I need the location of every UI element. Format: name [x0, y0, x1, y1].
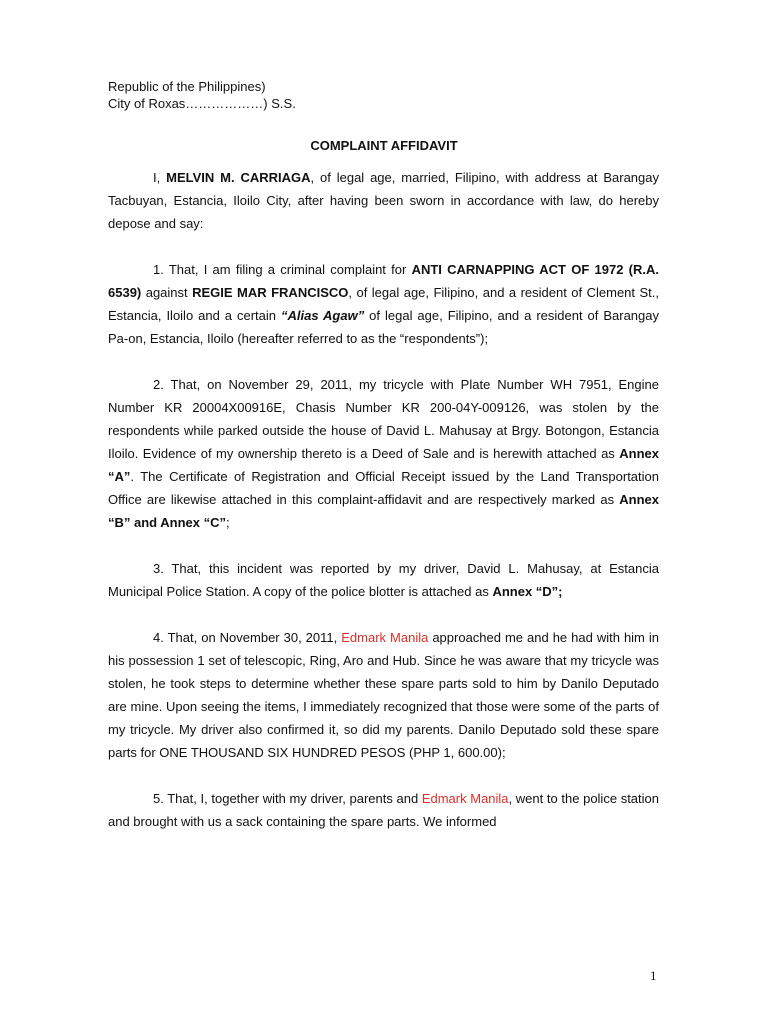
annex-d: Annex “D”;: [492, 584, 563, 599]
header-line-1: Republic of the Philippines): [108, 79, 266, 94]
paragraph-2: [108, 373, 659, 534]
paragraph-4: [108, 626, 659, 764]
text: of legal age, Filipino, and a resident of Barangay Pa-on, Estancia, Iloilo (hereafter referred to as the “respondents”);: [108, 308, 659, 346]
text: 2. That, on November 29, 2011, my tricycle with Plate Number WH 7951, Engine Number KR 20004X00916E, Chasis Number KR 200-04Y-009126, was stolen by the respondents while parked outside the house of David L. Mahusay at Brgy. Botongon, Estancia Iloilo. Evidence of my ownership thereto is a Deed of Sale and is herewith attached as: [108, 377, 659, 461]
text: approached me and he had with him in his possession 1 set of telescopic, Ring, Aro and Hub. Since he was aware that my tricycle was stolen, he took steps to determine whether these spare parts sold to him by Danilo Deputado are mine. Upon seeing the items, I immediately recognized that those were some of the parts of my tricycle. My driver also confirmed it, so did my parents. Danilo Deputado sold these spare parts for ONE THOUSAND SIX HUNDRED PESOS (PHP 1, 600.00);: [108, 630, 659, 760]
affiant-name: MELVIN M. CARRIAGA: [166, 170, 311, 185]
paragraph-5: [108, 787, 659, 833]
document-title: COMPLAINT AFFIDAVIT: [310, 138, 458, 153]
annex-b-c: Annex “B” and Annex “C”: [108, 492, 659, 530]
text: ;: [225, 515, 230, 530]
respondent-name: REGIE MAR FRANCISCO: [192, 285, 349, 300]
text: , of legal age, Filipino, and a resident of Clement St., Estancia, Iloilo and a certain: [108, 285, 659, 323]
text: I,: [153, 170, 167, 185]
header-line-2: City of Roxas………………) S.S.: [108, 96, 296, 111]
document-body: [108, 166, 659, 856]
text: 1. That, I am filing a criminal complaint for: [153, 262, 412, 277]
annex-a: Annex “A”: [108, 446, 659, 484]
highlighted-name: Edmark Manila: [341, 630, 429, 645]
text: 3. That, this incident was reported by my driver, David L. Mahusay, at Estancia Municipal Police Station. A copy of the police blotter is attached as: [108, 561, 659, 599]
text: , went to the police station and brought with us a sack containing the spare parts. We informed: [108, 791, 659, 829]
alias-name: “Alias Agaw”: [280, 308, 365, 323]
venue-header: [108, 78, 296, 112]
paragraph-1: [108, 258, 659, 350]
intro-paragraph: [108, 166, 659, 235]
law-reference: ANTI CARNAPPING ACT OF 1972 (R.A. 6539): [108, 262, 659, 300]
text: 4. That, on November 30, 2011,: [153, 630, 342, 645]
highlighted-name: Edmark Manila: [421, 791, 509, 806]
text: against: [141, 285, 193, 300]
text: . The Certificate of Registration and Official Receipt issued by the Land Transportation Office are likewise attached in this complaint-affidavit and are respectively marked as: [108, 469, 659, 507]
text: , of legal age, married, Filipino, with address at Barangay Tacbuyan, Estancia, Iloilo City, after having been sworn in accordance with law, do hereby depose and say:: [108, 170, 659, 231]
paragraph-3: [108, 557, 659, 603]
page-number: 1: [650, 968, 657, 983]
text: 5. That, I, together with my driver, parents and: [153, 791, 422, 806]
